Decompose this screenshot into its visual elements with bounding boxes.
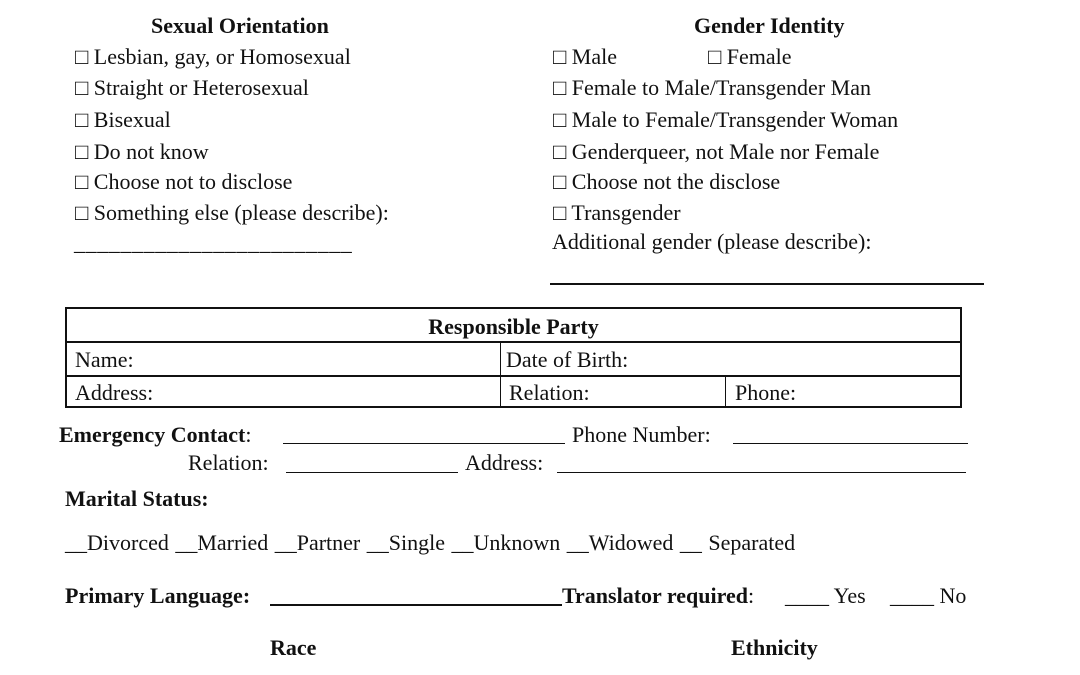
option-label: Transgender: [571, 200, 681, 225]
ethnicity-heading: Ethnicity: [731, 635, 818, 660]
gender-identity-heading: Gender Identity: [694, 13, 845, 38]
sexual-orientation-heading: Sexual Orientation: [151, 13, 329, 38]
table-divider: [67, 375, 960, 377]
checkbox-icon[interactable]: □: [553, 107, 567, 132]
gender-option-mtf[interactable]: [553, 109, 898, 131]
emergency-phone-label: Phone Number:: [572, 422, 711, 447]
orientation-option-bisexual[interactable]: [75, 109, 171, 131]
checkbox-icon[interactable]: □: [75, 75, 89, 100]
checkbox-icon[interactable]: □: [75, 169, 89, 194]
responsible-party-table: [65, 307, 962, 408]
emergency-contact-label: [59, 424, 251, 446]
option-label: Male to Female/Transgender Woman: [571, 107, 899, 132]
emergency-contact-label-text: Emergency Contact: [59, 422, 246, 447]
checkbox-icon[interactable]: □: [75, 107, 89, 132]
orientation-option-lesbian-gay[interactable]: [75, 46, 351, 68]
gender-option-female[interactable]: [708, 46, 792, 68]
option-label: Female: [726, 44, 792, 69]
orientation-option-something-else[interactable]: [75, 202, 389, 224]
option-label: Genderqueer, not Male nor Female: [571, 139, 880, 164]
additional-gender-label: Additional gender (please describe):: [552, 229, 872, 254]
emergency-relation-line[interactable]: [286, 472, 458, 473]
marital-status-options[interactable]: __Divorced __Married __Partner __Single __Unknown __Widowed __ Separated: [65, 530, 796, 555]
orientation-option-do-not-know[interactable]: [75, 141, 209, 163]
additional-gender-line[interactable]: [550, 283, 984, 285]
dob-label: Date of Birth:: [506, 347, 629, 372]
option-label: Lesbian, gay, or Homosexual: [93, 44, 351, 69]
checkbox-icon[interactable]: □: [553, 200, 567, 225]
checkbox-icon[interactable]: □: [75, 200, 89, 225]
option-label: Female to Male/Transgender Man: [571, 75, 871, 100]
emergency-address-line[interactable]: [557, 472, 966, 473]
option-label: Bisexual: [93, 107, 171, 132]
option-label: Choose not the disclose: [571, 169, 781, 194]
translator-yes-option[interactable]: ____ Yes: [785, 583, 866, 608]
emergency-phone-line[interactable]: [733, 443, 968, 444]
gender-option-genderqueer[interactable]: [553, 141, 879, 163]
gender-option-ftm[interactable]: [553, 77, 871, 99]
phone-label: Phone:: [735, 380, 797, 405]
race-heading: Race: [270, 635, 317, 660]
emergency-contact-line[interactable]: [283, 443, 565, 444]
gender-option-transgender[interactable]: [553, 202, 681, 224]
orientation-option-straight[interactable]: [75, 77, 309, 99]
table-col-divider: [725, 375, 726, 408]
orientation-option-not-disclose[interactable]: [75, 171, 292, 193]
translator-no-option[interactable]: ____ No: [890, 583, 967, 608]
primary-language-label: Primary Language:: [65, 583, 251, 608]
gender-option-not-disclose[interactable]: [553, 171, 780, 193]
address-label: Address:: [75, 380, 154, 405]
translator-required-label: [562, 585, 754, 607]
checkbox-icon[interactable]: □: [553, 44, 567, 69]
checkbox-icon[interactable]: □: [553, 139, 567, 164]
emergency-relation-label: Relation:: [188, 450, 269, 475]
orientation-describe-blank[interactable]: ________________________: [74, 230, 353, 255]
checkbox-icon[interactable]: □: [75, 44, 89, 69]
option-label: Male: [571, 44, 617, 69]
option-label: Straight or Heterosexual: [93, 75, 309, 100]
checkbox-icon[interactable]: □: [553, 75, 567, 100]
table-divider: [67, 341, 960, 343]
option-label: Something else (please describe):: [93, 200, 389, 225]
emergency-contact-colon: :: [245, 422, 252, 447]
responsible-party-title: Responsible Party: [428, 314, 599, 339]
option-label: Choose not to disclose: [93, 169, 293, 194]
name-label: Name:: [75, 347, 134, 372]
relation-label: Relation:: [509, 380, 590, 405]
checkbox-icon[interactable]: □: [553, 169, 567, 194]
emergency-address-label: Address:: [465, 450, 544, 475]
primary-language-line[interactable]: [270, 604, 562, 606]
option-label: Do not know: [93, 139, 209, 164]
checkbox-icon[interactable]: □: [75, 139, 89, 164]
translator-colon: :: [748, 583, 755, 608]
translator-required-text: Translator required: [562, 583, 748, 608]
marital-status-label: Marital Status:: [65, 486, 209, 511]
table-col-divider: [500, 341, 501, 408]
checkbox-icon[interactable]: □: [708, 44, 722, 69]
gender-option-male[interactable]: [553, 46, 617, 68]
